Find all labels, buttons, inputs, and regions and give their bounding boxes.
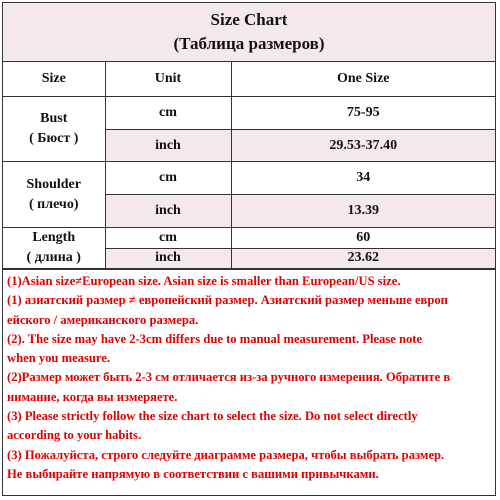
table-row bbox=[3, 162, 495, 195]
title-block bbox=[3, 3, 495, 62]
value-cell: 23.62 bbox=[231, 248, 495, 269]
chart-title-ru: (Таблица размеров) bbox=[173, 34, 325, 53]
note-line: (3) Пожалуйста, строго следуйте диаграмме размера, чтобы выбрать размер. bbox=[7, 447, 445, 462]
note-line: (1)Asian size≠European size. Asian size is smaller than European/US size. bbox=[7, 274, 401, 288]
header-row bbox=[3, 62, 495, 97]
value-cell: 13.39 bbox=[231, 195, 495, 228]
note-line: (1) азиатский размер ≠ европейский размер. Азиатский размер меньше европ bbox=[7, 293, 448, 308]
size-name-ru: ( длина ) bbox=[26, 250, 81, 265]
size-chart bbox=[2, 2, 496, 496]
unit-cell: cm bbox=[105, 162, 231, 195]
header-size: Size bbox=[3, 62, 105, 97]
size-label-shoulder bbox=[3, 162, 105, 228]
value-cell: 75-95 bbox=[231, 97, 495, 130]
unit-cell: cm bbox=[105, 97, 231, 130]
size-name: Length bbox=[32, 230, 76, 245]
unit-cell: inch bbox=[105, 195, 231, 228]
table-row bbox=[3, 228, 495, 249]
note-line: (2)Размер может быть 2-3 см отличается из-за ручного измерения. Обратите в bbox=[7, 370, 451, 385]
value-cell: 29.53-37.40 bbox=[231, 130, 495, 162]
unit-cell: inch bbox=[105, 248, 231, 269]
note-line: Не выбирайте напрямую в соответствии с вашими привычками. bbox=[7, 466, 379, 481]
unit-cell: cm bbox=[105, 228, 231, 249]
chart-title: Size Chart bbox=[210, 10, 288, 29]
note-line: (3) Please strictly follow the size chart to select the size. Do not select directly bbox=[7, 409, 418, 424]
header-one-size: One Size bbox=[231, 62, 495, 97]
size-table bbox=[3, 62, 495, 269]
size-name: Bust bbox=[40, 111, 68, 126]
note-line: when you measure. bbox=[7, 351, 110, 366]
value-cell: 34 bbox=[231, 162, 495, 195]
note-line: according to your habits. bbox=[7, 428, 142, 443]
notes-block bbox=[3, 269, 495, 484]
note-line: ейского / американского размера. bbox=[7, 312, 199, 327]
size-name: Shoulder bbox=[26, 176, 81, 192]
size-label-bust bbox=[3, 97, 105, 162]
note-line: нимание, когда вы измеряете. bbox=[7, 389, 178, 404]
note-line: (2). The size may have 2-3cm differs due to manual measurement. Please note bbox=[7, 331, 423, 346]
size-name-ru: ( плечо) bbox=[28, 196, 79, 212]
size-label-length bbox=[3, 228, 105, 269]
unit-cell: inch bbox=[105, 130, 231, 162]
header-unit: Unit bbox=[105, 62, 231, 97]
value-cell: 60 bbox=[231, 228, 495, 249]
size-name-ru: ( Бюст ) bbox=[29, 131, 79, 146]
table-row bbox=[3, 97, 495, 130]
